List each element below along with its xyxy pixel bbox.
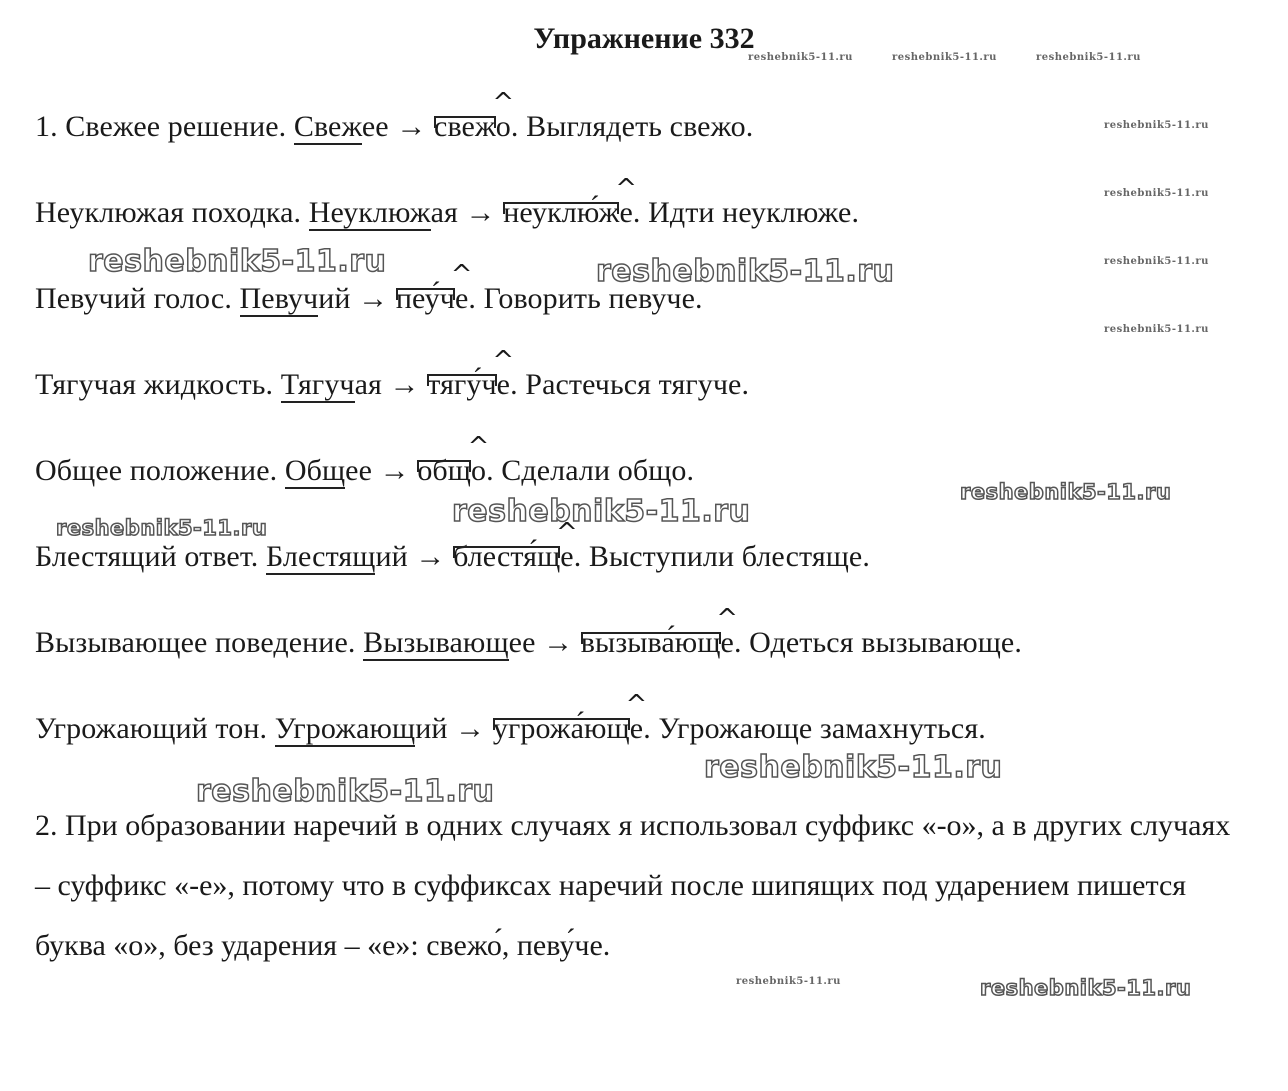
watermark: reshebnik5-11.ru [1104,188,1209,199]
stem-bracket: пеу́ч [395,282,455,315]
suffix-mark: ^ е [721,626,734,660]
suffix-mark: ^ е [455,282,468,316]
stem-bracket: вызыва́ющ [580,626,721,659]
watermark: reshebnik5-11.ru [88,244,387,279]
root-underline: Общ [284,454,346,487]
suffix-mark: ^ е [619,196,632,230]
page-title: Упражнение 332 [533,22,755,55]
watermark: reshebnik5-11.ru [56,516,268,540]
stem-bracket: неуклю́ж [503,196,620,229]
example-line-8: Угрожающий тон. Угрожающий → угрожа́ющ^ е. Угрожающе замахнуться. [35,712,986,746]
stem-bracket: общ [417,454,471,487]
example-line-7: Вызывающее поведение. Вызывающее → вызыва́ющ^ е. Одеться вызывающе. [35,626,1022,660]
root-underline: Блестящ [265,540,376,573]
root-underline: Угрожающ [274,712,416,745]
explanation-paragraph: 2. При образовании наречий в одних случаях я использовал суффикс «-о», а в других случаях – суффикс «-е», потому что в суффиксах наречий после шипящих под ударением пишется буква «о», без ударения – «е»: свежо́, певу́че. [35,809,1231,962]
stem-bracket: угрожа́ющ [492,712,630,745]
watermark: reshebnik5-11.ru [1036,52,1141,63]
watermark: reshebnik5-11.ru [196,774,495,809]
stem-bracket: блестя́щ [453,540,561,573]
root-underline: Вызывающ [363,626,509,659]
watermark: reshebnik5-11.ru [892,52,997,63]
example-line-6: Блестящий ответ. Блестящий → блестя́щ^ е. Выступили блестяще. [35,540,870,574]
watermark: reshebnik5-11.ru [596,254,895,289]
root-underline: Неуклюж [308,196,431,229]
example-line-5: Общее положение. Общее → общ^ о. Сделали общо. [35,454,694,488]
suffix-mark: ^ е [560,540,573,574]
watermark: reshebnik5-11.ru [748,52,853,63]
root-underline: Певуч [239,282,319,315]
watermark: reshebnik5-11.ru [704,750,1003,785]
example-line-2: Неуклюжая походка. Неуклюжая → неуклю́ж^ е. Идти неуклюже. [35,196,859,230]
example-line-4: Тягучая жидкость. Тягучая → тягу́ч^ е. Растечься тягуче. [35,368,749,402]
example-line-1: 1. Свежее решение. Свежее → свеж^ о. Выглядеть свежо. [35,110,753,144]
suffix-mark: ^ о [471,454,486,488]
watermark: reshebnik5-11.ru [736,976,841,987]
stem-bracket: тягу́ч [427,368,497,401]
stem-bracket: свеж [434,110,496,143]
root-underline: Тягуч [280,368,355,401]
suffix-mark: ^ е [497,368,510,402]
suffix-mark: ^ е [630,712,643,746]
root-underline: Свеж [293,110,362,143]
example-line-3: Певучий голос. Певучий → пеу́ч^ е. Говорить певуче. [35,282,703,316]
watermark: reshebnik5-11.ru [1104,256,1209,267]
watermark: reshebnik5-11.ru [960,480,1172,504]
watermark: reshebnik5-11.ru [452,494,751,529]
suffix-mark: ^ о [496,110,511,144]
watermark: reshebnik5-11.ru [1104,120,1209,131]
watermark: reshebnik5-11.ru [980,976,1192,1000]
watermark: reshebnik5-11.ru [1104,324,1209,335]
